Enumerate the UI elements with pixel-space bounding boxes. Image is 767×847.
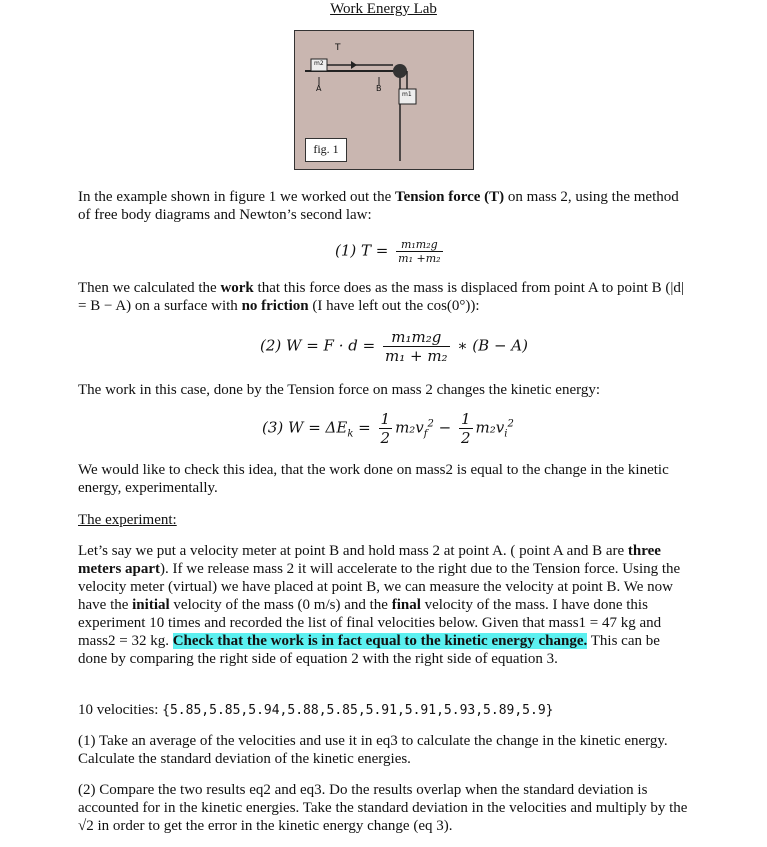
- figure-caption: fig. 1: [305, 138, 347, 162]
- label-t: T: [335, 43, 341, 53]
- task-1: (1) Take an average of the velocities and use it in eq3 to calculate the change in the kinetic energy. Calculate the standard deviation of the kinetic energies.: [78, 733, 668, 767]
- page-title: Work Energy Lab: [330, 1, 437, 17]
- equation-2: (2) W = F · d = $\frac{\text{m₁m₂g}}{\text{m₁ + m₂}}$ ∗ (B − A): [260, 328, 528, 365]
- label-m2: m2: [314, 60, 324, 67]
- tension-arrow: [351, 61, 357, 69]
- task-2: (2) Compare the two results eq2 and eq3. Do the results overlap when the standard deviation is accounted for in the kinetic energies. Take the standard deviation in the velocities and multiply by the √2 in order to get the error in the kinetic energy change (eq 3).: [78, 782, 688, 834]
- label-b: B: [376, 84, 382, 93]
- pulley: [393, 64, 407, 78]
- paragraph-check: We would like to check this idea, that the work done on mass2 is equal to the change in the kinetic energy, experimentally.: [78, 462, 669, 496]
- paragraph-work: Then we calculated the work that this force does as the mass is displaced from point A to point B (|d| = B − A) on a surface with no friction (I have left out the cos(0°)):: [78, 280, 684, 314]
- paragraph-experiment: Let’s say we put a velocity meter at point B and hold mass 2 at point A. ( point A and B are three meters apart). If we release mass 2 it will accelerate to the right due to the Tension force. Using the velocity meter (virtual) we have placed at point B, we can measure the velocity at point B. We now have the initial velocity of the mass (0 m/s) and the final velocity of the mass. I have done this experiment 10 times and recorded the list of final velocities below. Given that mass1 = 47 kg and mass2 = 32 kg. Check that the work is in fact equal to the kinetic energy change. This can be done by comparing the right side of equation 2 with the right side of equation 3.: [78, 543, 681, 667]
- highlighted-instruction: Check that the work is in fact equal to the kinetic energy change.: [172, 633, 588, 649]
- heading-experiment: The experiment:: [78, 512, 177, 528]
- equation-1: (1) T = $\frac{\text{m₁m₂g}}{\text{m₁ +m₂}}$: [335, 238, 441, 265]
- paragraph-intro: In the example shown in figure 1 we worked out the Tension force (T) on mass 2, using the method of free body diagrams and Newton’s second law:: [78, 189, 679, 223]
- label-a: A: [316, 84, 322, 93]
- paragraph-kinetic: The work in this case, done by the Tension force on mass 2 changes the kinetic energy:: [78, 382, 601, 398]
- label-m1: m1: [402, 91, 412, 98]
- figure-1: [294, 30, 474, 170]
- velocities-list: 10 velocities: {5.85,5.85,5.94,5.88,5.85,5.91,5.91,5.93,5.89,5.9}: [78, 702, 554, 718]
- equation-3: (3) $W = \Delta E_k$ = $\frac{1}{2}$ $m_2v_f^2$ − $\frac{1}{2}$ $m_2v_i^2$: [262, 410, 514, 447]
